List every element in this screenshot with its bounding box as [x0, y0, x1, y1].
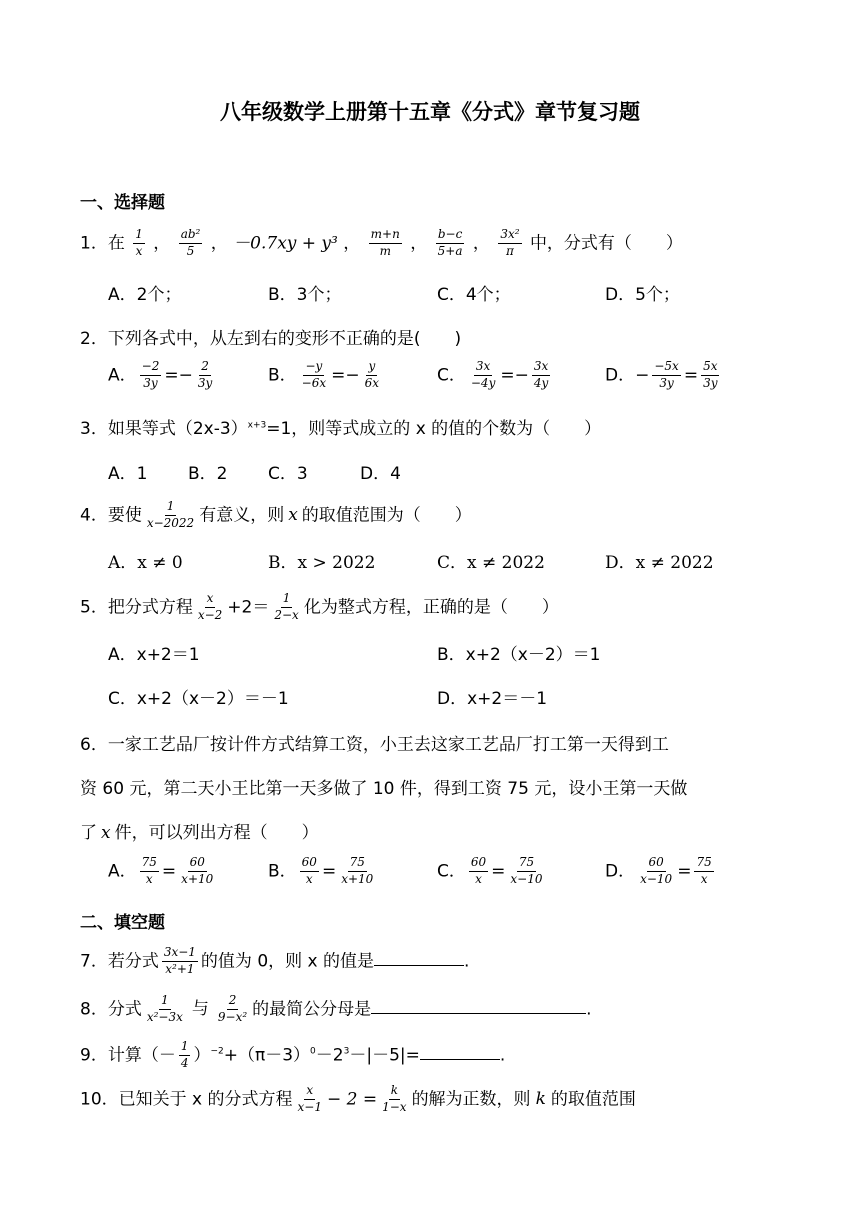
q1-option-d: D．5个； [605, 285, 680, 305]
question-1: 1．在 $\frac{1}{x}$ ， $\frac{\text{ab²}}{5}$ ， －0.7xy + y³ ， $\frac{m+n}{m}$ ， $\frac{b-c}{5+a}$ ， $\frac{\text{3x²}}{\pi}$ 中，分式有（ ） [80, 227, 683, 258]
answer-blank-7[interactable] [374, 949, 464, 966]
q4-option-d: D．x ≠ 2022 [605, 553, 714, 573]
q1-expression: －0.7xy + y³ [233, 233, 338, 254]
q6-option-a: A． $\frac{75}{x}$ = $\frac{60}{x+10}$ [108, 855, 214, 886]
answer-blank-8[interactable] [371, 997, 586, 1014]
q6-option-d: D． $\frac{60}{x-10}$ = $\frac{75}{x}$ [605, 855, 712, 886]
question-4: 4．要使 $\frac{1}{x-2022}$ 有意义，则 x 的取值范围为（ ） [80, 499, 472, 530]
q2-option-d: D．− $\frac{-5x}{3y}$ = $\frac{5x}{3y}$ [605, 359, 718, 390]
section-heading-fill: 二、填空题 [80, 913, 165, 933]
q1-fraction-2: $\frac{\text{ab²}}{5}$ [180, 227, 201, 258]
q2-option-b: B． $\frac{-y}{-6x}$ =− $\frac{y}{6x}$ [268, 359, 380, 390]
page-title: 八年级数学上册第十五章《分式》章节复习题 [220, 100, 640, 124]
q1-option-c: C．4个； [437, 285, 511, 305]
question-2: 2．下列各式中，从左到右的变形不正确的是( ) [80, 329, 462, 349]
q3-option-d: D．4 [360, 464, 401, 484]
q1-fraction-5: $\frac{\text{3x²}}{\pi}$ [500, 227, 520, 258]
q1-prefix: 1．在 [80, 233, 125, 254]
q1-suffix: 中，分式有（ ） [529, 233, 683, 254]
q5-option-b: B．x+2（x－2）＝1 [437, 645, 601, 665]
q5-option-d: D．x+2＝－1 [437, 689, 548, 709]
q1-fraction-1: $\frac{1}{x}$ [135, 227, 143, 258]
q5-option-a: A．x+2＝1 [108, 645, 200, 665]
q1-option-b: B．3个； [268, 285, 342, 305]
question-9: 9．计算（－ $\frac{1}{4}$ ）$^{-2}+(\pi-3)^0-2^3-|-5|=$ . [80, 1039, 506, 1070]
question-7: 7．若分式 $\frac{3x-1}{\text{x²+1}}$ 的值为 0，则 x 的值是 . [80, 945, 470, 976]
q1-fraction-4: $\frac{b-c}{5+a}$ [437, 227, 463, 258]
q1-fraction-3: $\frac{m+n}{m}$ [370, 227, 400, 258]
q4-option-a: A．x ≠ 0 [108, 553, 183, 573]
answer-blank-9[interactable] [420, 1043, 500, 1060]
q3-option-a: A．1 [108, 464, 148, 484]
q4-option-b: B．x > 2022 [268, 553, 376, 573]
question-10: 10．已知关于 x 的分式方程 $\frac{x}{x-1}$ − 2 = $\frac{k}{1-x}$ 的解为正数，则 k 的取值范围 [80, 1083, 636, 1114]
q5-option-c: C．x+2（x－2）＝－1 [108, 689, 289, 709]
q2-option-a: A． $\frac{-2}{3y}$ =− $\frac{2}{3y}$ [108, 359, 213, 390]
question-5: 5．把分式方程 $\frac{x}{x-2}$ +2＝ $\frac{1}{2-x}$ 化为整式方程，正确的是（ ） [80, 591, 559, 622]
q4-option-c: C．x ≠ 2022 [437, 553, 545, 573]
question-6-line-3: 了 x 件，可以列出方程（ ） [80, 823, 319, 843]
q2-option-c: C． $\frac{3x}{-4y}$ =− $\frac{3x}{4y}$ [437, 359, 549, 390]
q3-option-c: C．3 [268, 464, 308, 484]
question-6-line-1: 6．一家工艺品厂按计件方式结算工资，小王去这家工艺品厂打工第一天得到工 [80, 735, 669, 755]
question-6-line-2: 资 60 元，第二天小王比第一天多做了 10 件，得到工资 75 元，设小王第一天做 [80, 779, 688, 799]
section-heading-choice: 一、选择题 [80, 193, 165, 213]
q1-option-a: A．2个； [108, 285, 182, 305]
question-3: 3．如果等式$(2x-3)^{x+3}=1$，则等式成立的 x 的值的个数为（ ） [80, 419, 602, 439]
question-8: 8．分式 $\frac{1}{\text{x²−3x}}$ 与 $\frac{2}{\text{9−x²}}$ 的最简公分母是 . [80, 993, 592, 1024]
q6-option-b: B． $\frac{60}{x}$ = $\frac{75}{x+10}$ [268, 855, 374, 886]
q3-option-b: B．2 [188, 464, 228, 484]
q6-option-c: C． $\frac{60}{x}$ = $\frac{75}{x-10}$ [437, 855, 543, 886]
